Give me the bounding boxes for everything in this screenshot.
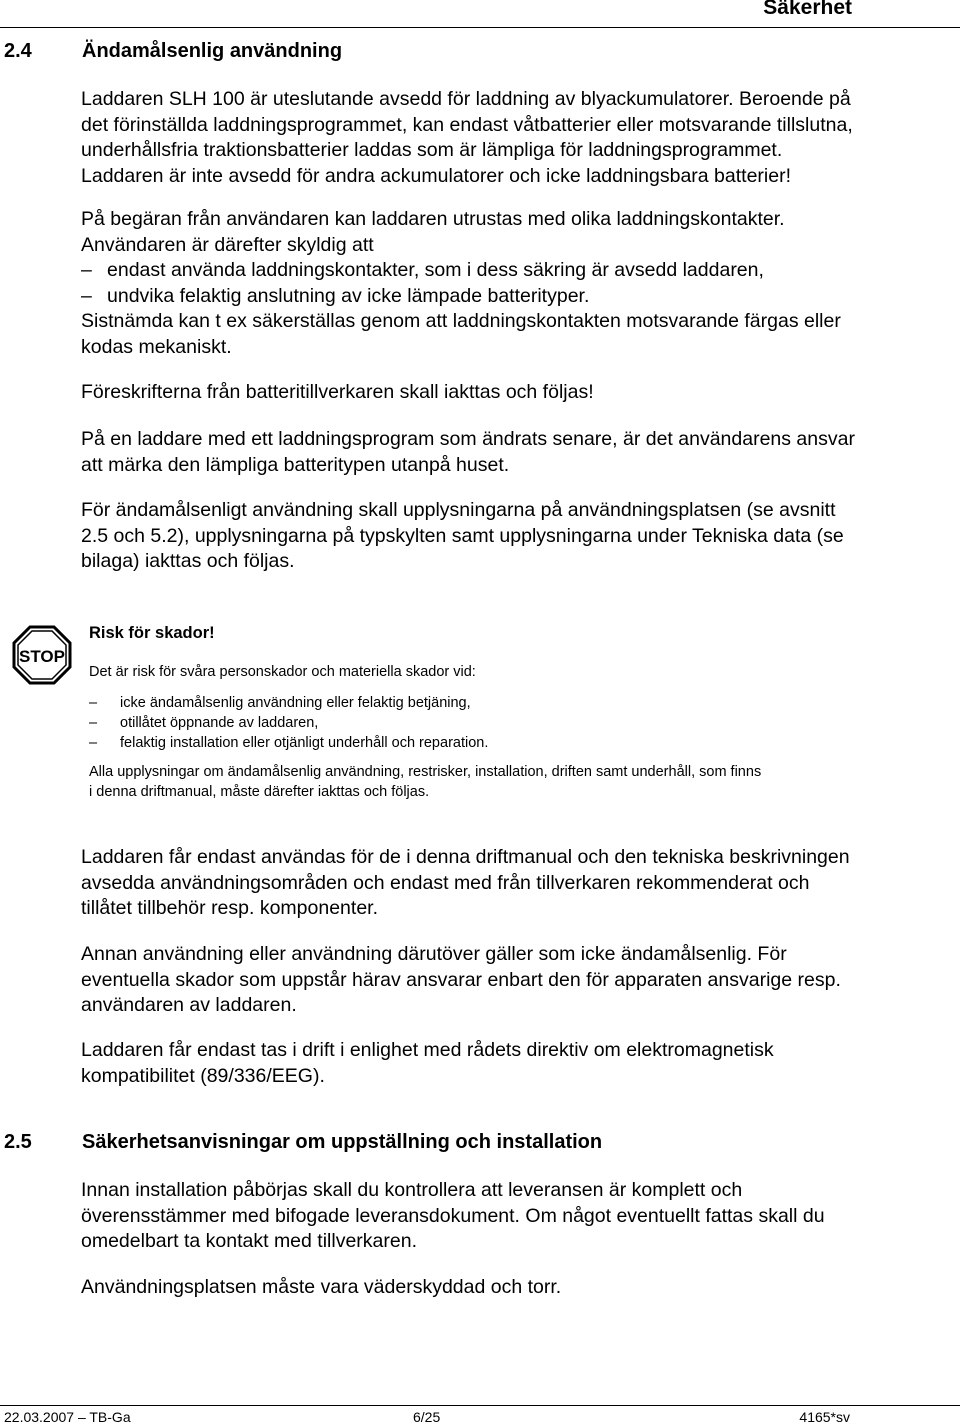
text-line: omedelbart ta kontakt med tillverkaren. (81, 1230, 417, 1252)
paragraph-installation-check (81, 1178, 951, 1255)
paragraph-other-use (81, 942, 951, 1019)
text-line: avsedda användningsområden och endast med från tillverkaren rekommenderat och (81, 871, 810, 894)
footer-document-id: 4165*sv (799, 1409, 850, 1425)
warning-list-item (89, 693, 949, 713)
text-line: att märka den lämpliga batteritypen utanpå huset. (81, 453, 510, 476)
warning-title: Risk för skador! (89, 624, 215, 642)
footer-date: 22.03.2007 – TB-Ga (4, 1409, 131, 1425)
paragraph-location (81, 1275, 951, 1301)
text-line: bilaga) iakttas och följas. (81, 550, 295, 572)
footer-rule (0, 1405, 960, 1406)
text-line: Laddaren SLH 100 är uteslutande avsedd för laddning av blyackumulatorer. Beroende på (81, 88, 851, 110)
list-item (81, 258, 951, 284)
warning-list-text: icke ändamålsenlig användning eller felaktig betjäning, (120, 695, 471, 711)
section-title-2-5: Säkerhetsanvisningar om uppställning och installation (82, 1131, 603, 1153)
warning-intro: Det är risk för svåra personskador och materiella skador vid: (89, 664, 476, 680)
section-number-2-5: 2.5 (4, 1131, 32, 1153)
text-line: kompatibilitet (89/336/EEG). (81, 1064, 325, 1087)
paragraph-information (81, 498, 951, 575)
paragraph-program-change (81, 427, 951, 478)
list-item-text: endast använda laddningskontakter, som i dess säkring är avsedd laddaren, (107, 259, 764, 281)
text-line: Laddaren får endast användas för de i denna driftmanual och den tekniska beskrivningen (81, 846, 850, 868)
text-line: kodas mekaniskt. (81, 335, 232, 358)
text-line: Föreskrifterna från batteritillverkaren skall iakttas och följas! (81, 381, 594, 403)
stop-sign-icon (12, 625, 72, 685)
dash-bullet: – (89, 715, 98, 731)
running-header: Säkerhet (763, 0, 852, 19)
text-line: Innan installation påbörjas skall du kontrollera att leveransen är komplett och (81, 1179, 743, 1201)
text-line: För ändamålsenligt användning skall upplysningarna på användningsplatsen (se avsnitt (81, 499, 836, 521)
footer-page-number: 6/25 (413, 1409, 441, 1425)
text-line: eventuella skador som uppstår härav ansvarar enbart den för apparaten ansvarige resp. (81, 968, 841, 991)
text-line: överensstämmer med bifogade leveransdokument. Om något eventuellt fattas skall du (81, 1204, 825, 1227)
paragraph-charging-contacts (81, 207, 951, 360)
warning-note-line: i denna driftmanual, måste därefter iakttas och följas. (89, 784, 430, 800)
text-line: det förinställda laddningsprogrammet, kan endast våtbatterier eller motsvarande tillslutna, (81, 113, 853, 136)
text-line: Laddaren är inte avsedd för andra ackumulatorer och icke laddningsbara batterier! (81, 164, 792, 187)
paragraph-use-restriction (81, 845, 951, 922)
list-item-text: undvika felaktig anslutning av icke lämpade batterityper. (107, 284, 590, 307)
dash-bullet: – (89, 695, 98, 711)
header-rule (0, 27, 960, 28)
warning-list-text: felaktig installation eller otjänligt underhåll och reparation. (120, 735, 489, 751)
section-title-2-4: Ändamålsenlig användning (82, 40, 343, 62)
warning-list-text: otillåtet öppnande av laddaren, (120, 715, 319, 731)
warning-list-item (89, 713, 949, 733)
paragraph-battery-manufacturer (81, 380, 951, 406)
paragraph-intended-use (81, 87, 951, 189)
text-line: Laddaren får endast tas i drift i enlighet med rådets direktiv om elektromagnetisk (81, 1039, 774, 1061)
text-line: Användningsplatsen måste vara väderskyddad och torr. (81, 1276, 562, 1298)
text-line: På en laddare med ett laddningsprogram som ändrats senare, är det användarens ansvar (81, 428, 855, 450)
text-line: På begäran från användaren kan laddaren utrustas med olika laddningskontakter. (81, 208, 785, 230)
text-line: tillåtet tillbehör resp. komponenter. (81, 897, 378, 919)
section-number-2-4: 2.4 (4, 40, 32, 62)
list-item (81, 284, 951, 310)
text-line: Sistnämda kan t ex säkerställas genom att laddningskontakten motsvarande färgas eller (81, 310, 841, 332)
text-line: Annan användning eller användning därutöver gäller som icke ändamålsenlig. För (81, 943, 787, 965)
paragraph-emc (81, 1038, 951, 1089)
warning-note-line: Alla upplysningar om ändamålsenlig användning, restrisker, installation, driften samt underhåll, som finns (89, 764, 762, 780)
text-line: användaren av laddaren. (81, 994, 297, 1016)
warning-block (89, 623, 949, 802)
dash-bullet: – (89, 735, 98, 751)
dash-bullet: – (81, 284, 92, 307)
text-line: underhållsfria traktionsbatterier laddas som är lämpliga för laddningsprogrammet. (81, 139, 783, 161)
dash-bullet: – (81, 259, 92, 281)
text-line: Användaren är därefter skyldig att (81, 233, 374, 256)
text-line: 2.5 och 5.2), upplysningarna på typskylten samt upplysningarna under Tekniska data (se (81, 524, 844, 547)
stop-sign-text: STOP (19, 647, 65, 666)
warning-list-item (89, 733, 949, 753)
